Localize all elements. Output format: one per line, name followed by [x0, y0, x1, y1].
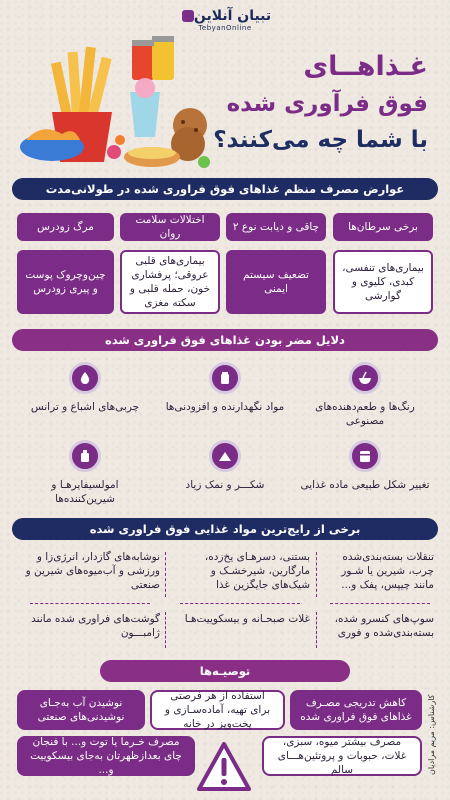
title-line-3: با شما چه می‌کنند؟: [213, 127, 428, 153]
salt-pile-icon: [209, 440, 241, 472]
food-item: بستنی، دسرهـای یخ‌زده، مارگارین، شیرخشـک و شیک‌های جایگزین غذا: [204, 551, 310, 591]
effect-chip: بیماری‌های تنفسی، کبدی، کلیوی و گوارشی: [333, 250, 433, 314]
food-item: سوپ‌های کنسرو شده، بسته‌بندی‌شده و فوری: [334, 613, 434, 639]
recommendation-chip: مصرف خـرما یا توت و... با فنجان چای بعدازظهرتان به‌جای بیسکوییت و...: [17, 736, 195, 776]
section-heading-reasons: دلایل مضر بودن غذاهای فوق فراوری شده: [12, 329, 438, 351]
recommendation-chip: استفاده از هر فرصتی برای تهیه، آماده‌سـازی و پخت‌وپز در خانه: [150, 690, 285, 730]
divider: [30, 603, 150, 604]
recommendation-chip: مصرف بیشتر میوه، سبزی، غلات، حبوبات و پروتئین‌هـــای سالم: [262, 736, 422, 776]
section-heading-effects: عوارض مصرف منظم غذاهای فوق فراوری شده در طولانی‌مدت: [12, 178, 438, 200]
recommendation-chip: کاهش تدریجی مصـرف غذاهای فوق فراوری شده: [290, 690, 422, 730]
section-heading-recommendations: توصیـه‌ها: [100, 660, 350, 682]
effect-chip: اختلالات سلامت روان: [120, 213, 220, 241]
effect-chip: چاقی و دیابت نوع ۲: [226, 213, 326, 241]
section-heading-common-foods: برخی از رایج‌ترین مواد غذایی فوق فراوری شده: [12, 518, 438, 540]
reason-text: مواد نگهدارنده و افزودنی‌ها: [165, 401, 285, 413]
title-line-2: فوق فرآوری شده: [226, 91, 428, 117]
effect-chip: بیماری‌های قلبی عروقی؛ پرفشاری خون، حمله قلبی و سکته مغزی: [120, 250, 220, 314]
warning-icon: [196, 740, 252, 794]
food-item: گوشت‌های فراوری شده مانند ژامبـــون: [31, 613, 160, 639]
title-line-1: غـذاهــای: [303, 51, 428, 82]
divider: [316, 612, 317, 648]
divider: [316, 552, 317, 597]
jar-icon: [209, 362, 241, 394]
reason-text: تغییر شکل طبیعی ماده غذایی: [300, 479, 430, 491]
reason-text: رنگ‌ها و طعم‌دهنده‌های مصنوعی: [315, 401, 415, 427]
reason-item: [300, 440, 430, 492]
reason-item: [300, 362, 430, 428]
effect-chip: تضعیف سیستم ایمنی: [226, 250, 326, 314]
divider: [180, 603, 300, 604]
can-icon: [349, 440, 381, 472]
page-title: [208, 48, 428, 158]
bottle-icon: [69, 440, 101, 472]
author-credit: کارشناس: مریم مرادیان: [427, 694, 436, 776]
reason-item: [160, 440, 290, 492]
oil-drop-icon: [69, 362, 101, 394]
food-item: تنقلات بسته‌بندی‌شده چرب، شیرین یا شـور مانند چیپس، پفک و...: [341, 551, 434, 591]
reason-text: امولسیفایرهـا و شیرین‌کننده‌ها: [51, 479, 119, 505]
reason-text: شکـــر و نمک زیاد: [185, 479, 265, 491]
food-item: نوشابه‌های گازدار، انرژی‌زا و ورزشی و آب‌میوه‌های شیرین و صنعتی: [25, 551, 160, 591]
divider: [165, 612, 166, 648]
reason-item: [20, 362, 150, 414]
divider: [165, 552, 166, 597]
reason-item: [160, 362, 290, 414]
effect-chip: مرگ زودرس: [17, 213, 114, 241]
logo-fa-label: تبیان آنلاین: [193, 8, 272, 24]
effect-chip: برخی سرطان‌ها: [333, 213, 433, 241]
bowl-icon: [349, 362, 381, 394]
reason-item: [20, 440, 150, 506]
logo-text-en: TebyanOnline: [198, 24, 252, 32]
recommendation-chip: نوشیدن آب به‌جـای نوشیدنی‌های صنعتی: [17, 690, 145, 730]
logo-mark-icon: [182, 10, 194, 22]
reason-text: چربی‌های اشباع و ترانس: [30, 401, 140, 413]
effect-chip: چین‌وچروک پوست و پیری زودرس: [17, 250, 114, 314]
divider: [330, 603, 430, 604]
food-item: غلات صبحـانه و بیسکوییت‌هـا: [184, 613, 310, 625]
junk-food-illustration-icon: [12, 22, 212, 172]
